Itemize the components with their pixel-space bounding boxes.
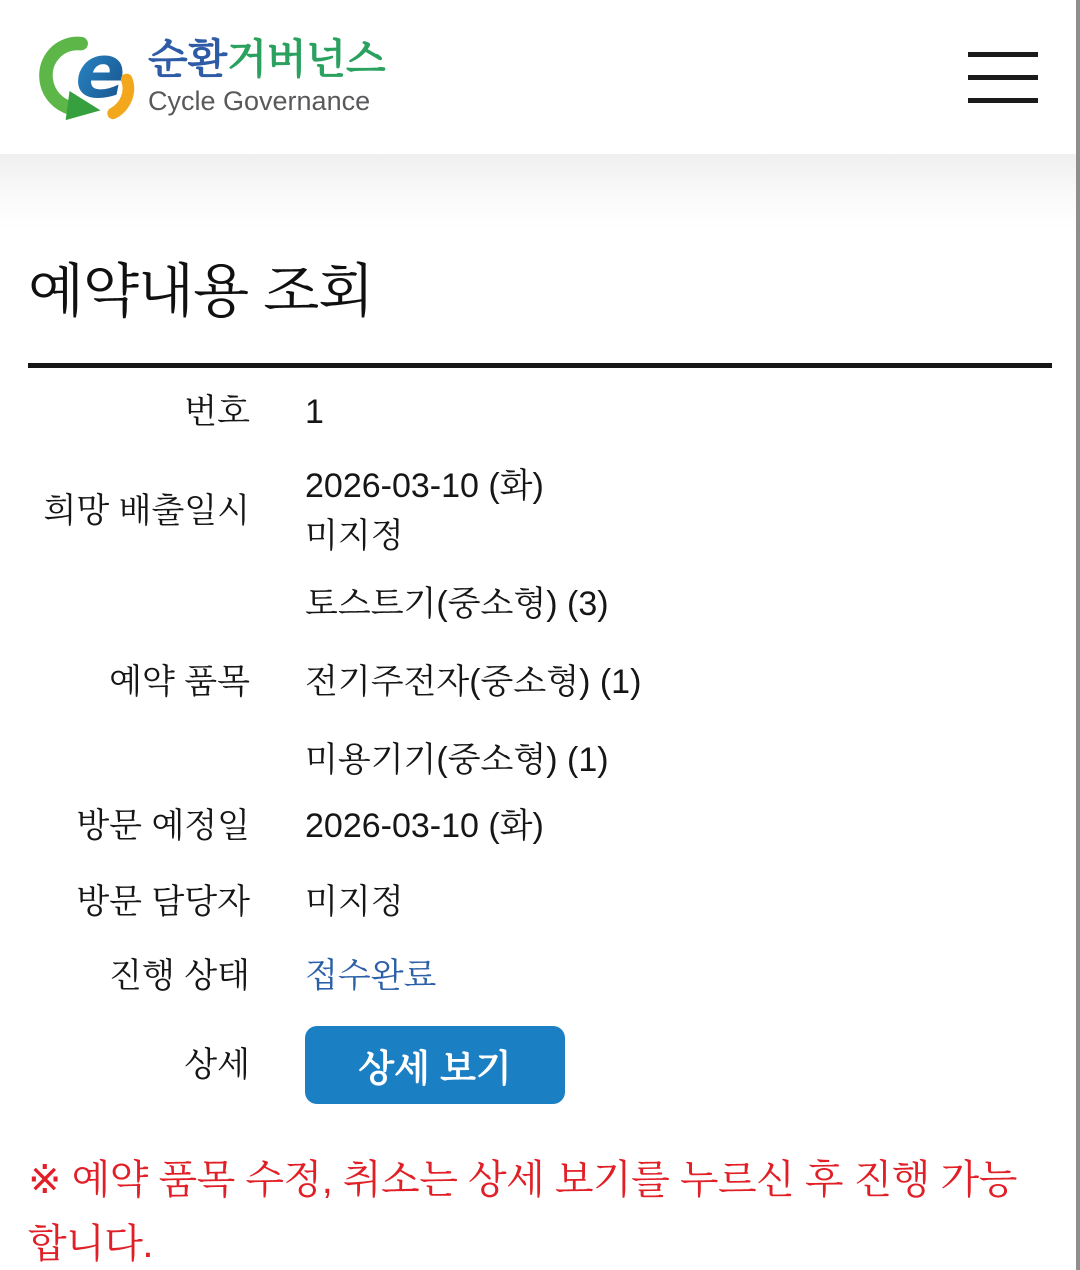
logo-korean-name — [148, 37, 386, 82]
logo-subtitle: Cycle Governance — [148, 85, 371, 116]
row-label: 상세 — [184, 1046, 250, 1084]
hamburger-icon — [968, 75, 1038, 80]
row-progress-status — [28, 954, 1052, 998]
row-value — [305, 464, 544, 558]
row-value: 미지정 — [305, 883, 404, 921]
row-label: 방문 예정일 — [76, 807, 250, 845]
row-label: 희망 배출일시 — [43, 492, 250, 530]
logo[interactable] — [32, 31, 386, 123]
row-label: 방문 담당자 — [76, 883, 250, 921]
desired-time: 미지정 — [305, 517, 404, 555]
row-value: 1 — [305, 393, 324, 431]
header-shadow — [0, 154, 1080, 230]
menu-button[interactable] — [968, 48, 1038, 107]
recycle-e-logo-icon — [32, 31, 140, 123]
reserved-item: 전기주전자(중소형) (1) — [305, 663, 642, 701]
page-title: 예약내용 조회 — [28, 259, 374, 324]
logo-korean-blue: 순환 — [148, 36, 228, 83]
logo-korean-green: 거버넌스 — [227, 36, 386, 83]
status-link[interactable]: 접수완료 — [305, 957, 437, 995]
row-desired-discharge-date — [28, 464, 1052, 558]
hamburger-icon — [968, 98, 1038, 103]
row-label: 진행 상태 — [109, 957, 250, 995]
reservation-table — [28, 368, 1052, 1104]
notice-text: ※ 예약 품목 수정, 취소는 상세 보기를 누르신 후 진행 가능합니다. — [28, 1158, 1017, 1266]
main-content — [0, 254, 1080, 1270]
row-value: 2026-03-10 (화) — [305, 807, 544, 845]
row-label: 번호 — [184, 393, 250, 431]
app-header — [0, 0, 1080, 154]
row-reserved-items — [28, 582, 1052, 782]
reserved-item: 토스트기(중소형) (3) — [305, 585, 609, 623]
detail-view-button[interactable]: 상세 보기 — [305, 1026, 565, 1104]
row-visit-date — [28, 804, 1052, 848]
row-visit-manager — [28, 880, 1052, 924]
row-value — [305, 582, 641, 782]
row-number — [28, 390, 1052, 434]
hamburger-icon — [968, 52, 1038, 57]
logo-text — [148, 37, 386, 116]
row-detail — [28, 1026, 1052, 1104]
reserved-item: 미용기기(중소형) (1) — [305, 741, 609, 779]
screen-right-edge — [1076, 0, 1080, 1270]
row-label: 예약 품목 — [109, 663, 250, 701]
desired-date: 2026-03-10 (화) — [305, 467, 544, 505]
svg-text:e: e — [75, 31, 126, 115]
